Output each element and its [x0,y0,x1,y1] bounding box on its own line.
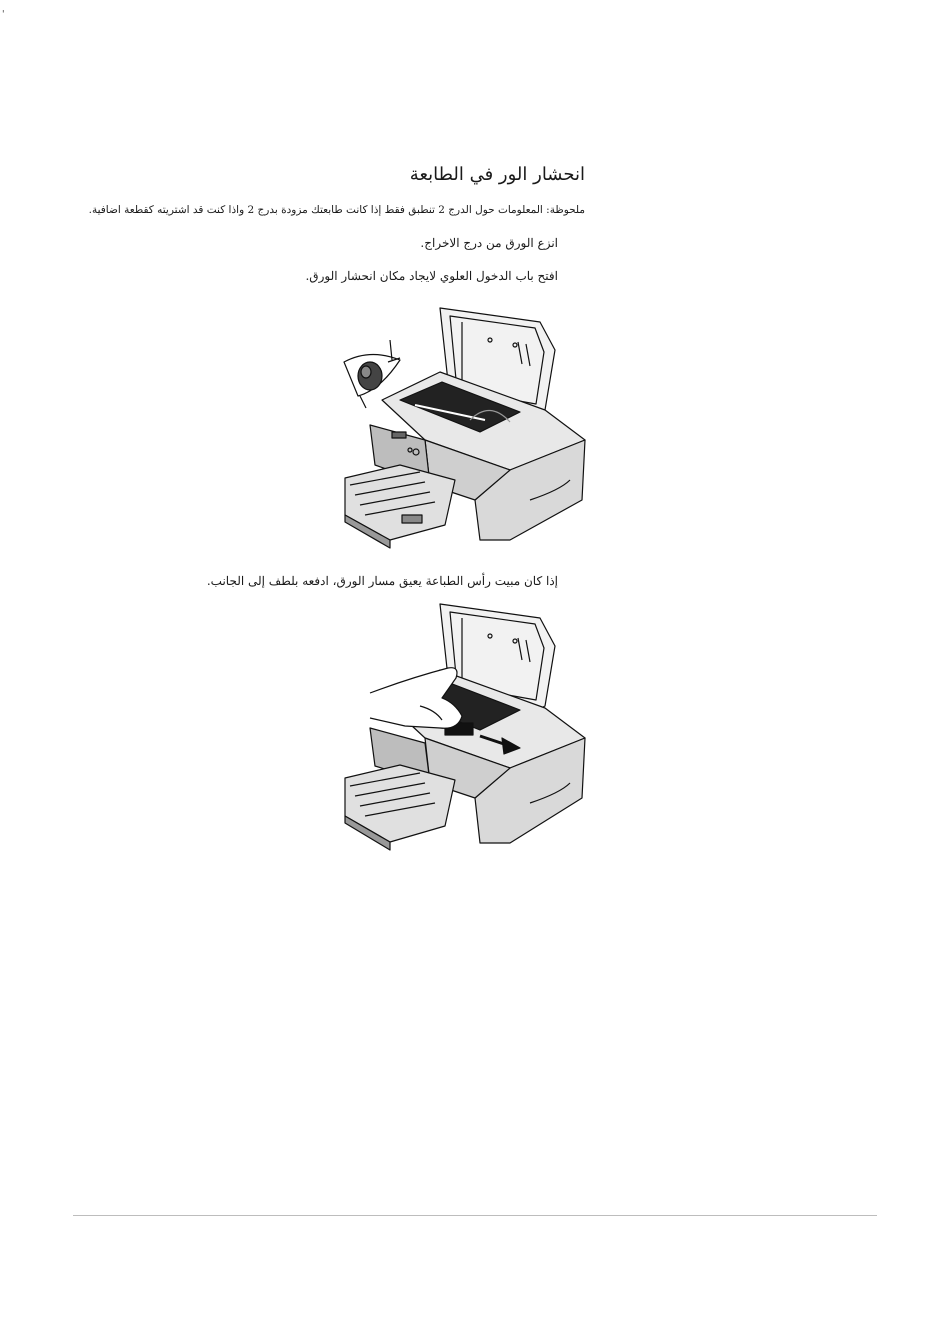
printer-open-cover-illustration [330,300,590,565]
footer-divider [73,1215,877,1216]
note-text: ملحوظة: المعلومات حول الدرج 2 تنطبق فقط إذا كانت طابعتك مزودة بدرج 2 واذا كنت قد اشتريته كقطعة اضافية. [88,204,585,216]
printer-hand-carriage-illustration [330,598,590,870]
step-move-carriage: إذا كان مبيت رأس الطباعة يعيق مسار الورق، ادفعه بلطف إلى الجانب. [206,574,558,588]
corner-mark: ' [2,10,5,20]
step-remove-paper: انزع الورق من درج الاخراج. [420,236,558,250]
page-title: انحشار الور في الطابعة [409,164,585,185]
step-open-top-door: افتح باب الدخول العلوي لايجاد مكان انحشار الورق. [305,269,558,283]
